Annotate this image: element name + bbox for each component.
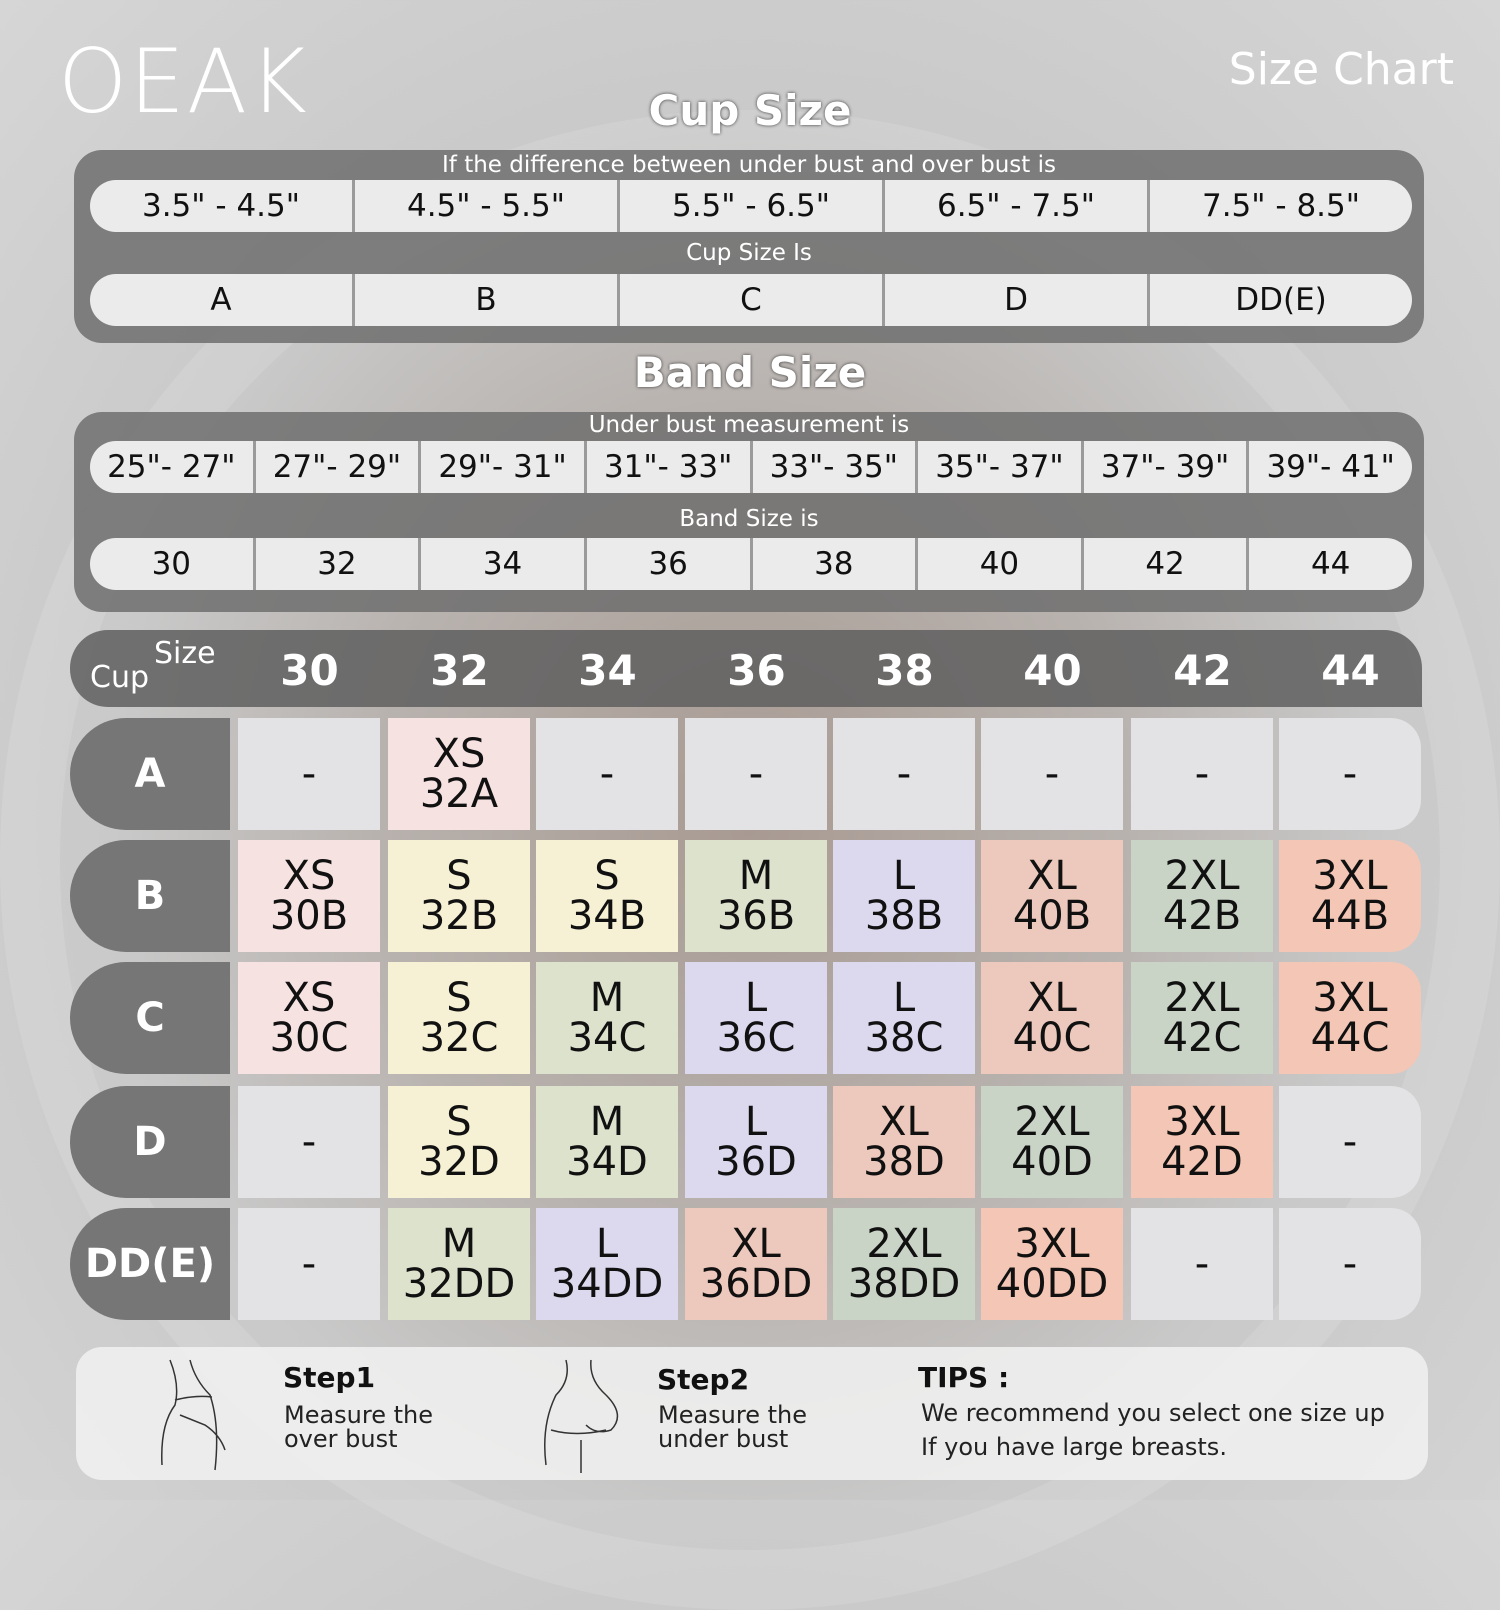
size-letter: -: [301, 1241, 317, 1287]
size-cell: [981, 718, 1123, 830]
band-number-cell: 44: [1310, 546, 1351, 582]
size-letter: L: [892, 975, 916, 1021]
tips-line-1: We recommend you select one size up: [921, 1399, 1385, 1427]
band-number-row: [90, 538, 1412, 590]
size-letter: L: [744, 1099, 768, 1145]
cup-letter-cell: B: [355, 274, 620, 326]
size-letter: S: [446, 975, 472, 1021]
step1-title: Step1: [283, 1361, 376, 1394]
band-range-cell: 25"- 27": [90, 441, 256, 493]
brand-logo: OEAK: [58, 30, 309, 133]
size-cell: [1131, 1208, 1273, 1320]
table-row: [70, 1208, 1422, 1320]
cup-letter-cell: A: [90, 274, 355, 326]
size-cell: [981, 1208, 1123, 1320]
size-cell: [833, 962, 975, 1074]
band-range-row: [90, 441, 1412, 493]
band-range-cell: 35"- 37": [918, 441, 1084, 493]
size-letter: M: [589, 975, 625, 1021]
band-caption: Under bust measurement is: [588, 412, 910, 438]
bra-size: 38DD: [847, 1261, 961, 1307]
size-cell: [833, 840, 975, 952]
band-number-cell: 40: [918, 538, 1084, 590]
bra-size: 34DD: [550, 1261, 664, 1307]
cup-range-cell: 3.5" - 4.5": [90, 180, 355, 232]
cup-range-cell: 6.5" - 7.5": [885, 180, 1150, 232]
size-letter: -: [1342, 751, 1358, 797]
size-cell: [1131, 1086, 1273, 1198]
size-letter: M: [738, 853, 774, 899]
size-cell: [1279, 718, 1421, 830]
band-range-cell: 39"- 41": [1266, 449, 1395, 485]
size-cell: [685, 1086, 827, 1198]
size-letter: XL: [879, 1099, 929, 1145]
size-cell: [238, 718, 380, 830]
cup-letter-cell: C: [620, 274, 885, 326]
column-header: 44: [1321, 646, 1380, 695]
cup-range-cell: 5.5" - 6.5": [620, 180, 885, 232]
corner-size: Size: [154, 636, 216, 671]
column-header: 38: [875, 646, 934, 695]
size-cell: [536, 840, 678, 952]
bra-size: 40D: [1011, 1139, 1093, 1185]
size-letter: 2XL: [1014, 1099, 1090, 1145]
size-letter: M: [441, 1221, 477, 1267]
size-letter: -: [1194, 751, 1210, 797]
bra-size: 40C: [1012, 1015, 1092, 1061]
size-letter: -: [748, 751, 764, 797]
over-bust-measure-icon: [150, 1355, 245, 1473]
bra-size: 32D: [418, 1139, 500, 1185]
step2-desc: Measure the: [658, 1401, 808, 1429]
row-cup-label: A: [70, 718, 230, 830]
column-header: 36: [727, 646, 786, 695]
bra-size: 42D: [1161, 1139, 1243, 1185]
bra-size: 32B: [419, 893, 499, 939]
band-size-title: Band Size: [633, 348, 867, 397]
size-cell: [1279, 1086, 1421, 1198]
size-letter: 2XL: [866, 1221, 942, 1267]
measure-steps: [76, 1347, 1428, 1480]
size-letter: 3XL: [1164, 1099, 1240, 1145]
size-letter: -: [301, 751, 317, 797]
size-letter: -: [599, 751, 615, 797]
size-letter: XL: [1027, 975, 1077, 1021]
bra-size: 32DD: [402, 1261, 516, 1307]
band-number-cell: 38: [753, 538, 919, 590]
size-letter: XL: [1027, 853, 1077, 899]
size-letter: 3XL: [1312, 975, 1388, 1021]
row-cup-label: D: [70, 1086, 230, 1198]
bra-size: 38C: [864, 1015, 944, 1061]
band-range-cell: 37"- 39": [1084, 441, 1250, 493]
size-letter: M: [589, 1099, 625, 1145]
cup-range-cell: 4.5" - 5.5": [355, 180, 620, 232]
size-cell: [536, 718, 678, 830]
table-row: [70, 840, 1422, 952]
band-range-cell: 31"- 33": [587, 441, 753, 493]
size-cell: [536, 962, 678, 1074]
size-letter: L: [892, 853, 916, 899]
size-cell: [388, 1086, 530, 1198]
bra-size: 44B: [1310, 893, 1390, 939]
cup-letter-cell: DD(E): [1235, 282, 1327, 318]
bra-size: 44C: [1310, 1015, 1390, 1061]
row-cup-label: C: [70, 962, 230, 1074]
band-range-cell: 33"- 35": [753, 441, 919, 493]
tips-title: TIPS :: [918, 1361, 1010, 1394]
size-cell: [388, 1208, 530, 1320]
size-letter: L: [595, 1221, 619, 1267]
bra-size: 36B: [716, 893, 796, 939]
column-header: 30: [280, 646, 339, 695]
bra-size: 38D: [863, 1139, 945, 1185]
row-cup-label: B: [70, 840, 230, 952]
band-number-cell: 42: [1084, 538, 1250, 590]
step1-desc-2: over bust: [284, 1425, 398, 1453]
size-letter: XL: [731, 1221, 781, 1267]
tips-line-2: If you have large breasts.: [921, 1433, 1227, 1461]
size-letter: XS: [282, 975, 336, 1021]
size-cell: [685, 962, 827, 1074]
bra-size: 34B: [567, 893, 647, 939]
row-cup-label: DD(E): [70, 1208, 230, 1320]
size-cell: [981, 840, 1123, 952]
size-cell: [536, 1086, 678, 1198]
size-cell: [238, 1086, 380, 1198]
cup-letter-cell: D: [885, 274, 1150, 326]
table-row: [70, 1086, 1422, 1198]
size-cell: [685, 1208, 827, 1320]
size-cell: [388, 840, 530, 952]
step2-desc-2: under bust: [658, 1425, 789, 1453]
bra-size: 36D: [715, 1139, 797, 1185]
size-cell: [833, 1086, 975, 1198]
column-header: 34: [578, 646, 637, 695]
size-cell: [1279, 1208, 1421, 1320]
band-range-cell: 27"- 29": [256, 441, 422, 493]
bra-size: 32C: [419, 1015, 499, 1061]
bra-size: 40B: [1012, 893, 1092, 939]
size-letter: -: [301, 1119, 317, 1165]
bra-size: 42C: [1162, 1015, 1242, 1061]
column-header: 42: [1173, 646, 1232, 695]
bra-size: 30C: [269, 1015, 349, 1061]
size-cell: [981, 1086, 1123, 1198]
band-range-cell: 29"- 31": [421, 441, 587, 493]
size-cell: [388, 962, 530, 1074]
corner-cup: Cup: [90, 660, 150, 695]
size-letter: 2XL: [1164, 853, 1240, 899]
bra-size: 34D: [566, 1139, 648, 1185]
band-number-cell: 34: [421, 538, 587, 590]
size-letter: -: [896, 751, 912, 797]
page-title: Size Chart: [1228, 44, 1454, 95]
band-number-cell: 30: [90, 538, 256, 590]
size-letter: 3XL: [1014, 1221, 1090, 1267]
size-cell: [833, 718, 975, 830]
size-cell: [1131, 840, 1273, 952]
bra-size: 30B: [269, 893, 349, 939]
size-cell: [238, 1208, 380, 1320]
cup-letter-row: [90, 274, 1412, 326]
size-cell: [685, 718, 827, 830]
cup-range-row: [90, 180, 1412, 232]
cup-caption-2: Cup Size Is: [686, 240, 812, 266]
step1-desc: Measure the: [284, 1401, 434, 1429]
bra-size: 32A: [419, 771, 499, 817]
size-letter: S: [594, 853, 620, 899]
size-cell: [238, 962, 380, 1074]
table-row: [70, 962, 1422, 1074]
band-size-panel: [74, 412, 1424, 612]
cup-size-panel: [74, 150, 1424, 343]
size-cell: [833, 1208, 975, 1320]
cup-size-title: Cup Size: [648, 86, 852, 135]
bra-size: 36C: [716, 1015, 796, 1061]
size-letter: -: [1342, 1241, 1358, 1287]
size-cell: [1131, 962, 1273, 1074]
size-letter: XS: [282, 853, 336, 899]
size-table-header: [70, 630, 1422, 707]
band-number-cell: 32: [256, 538, 422, 590]
size-letter: -: [1194, 1241, 1210, 1287]
size-cell: [1131, 718, 1273, 830]
size-letter: L: [744, 975, 768, 1021]
column-header: 40: [1023, 646, 1082, 695]
size-cell: [536, 1208, 678, 1320]
size-letter: S: [446, 1099, 472, 1145]
size-letter: XS: [432, 731, 486, 777]
band-number-cell: 36: [587, 538, 753, 590]
size-cell: [981, 962, 1123, 1074]
cup-range-cell: 7.5" - 8.5": [1201, 188, 1360, 224]
cup-caption: If the difference between under bust and over bust is: [442, 152, 1056, 178]
bra-size: 42B: [1162, 893, 1242, 939]
bra-size: 38B: [864, 893, 944, 939]
band-caption-2: Band Size is: [679, 506, 819, 532]
size-letter: S: [446, 853, 472, 899]
bra-size: 34C: [567, 1015, 647, 1061]
size-cell: [238, 840, 380, 952]
size-letter: -: [1044, 751, 1060, 797]
table-row: [70, 718, 1422, 830]
size-cell: [685, 840, 827, 952]
size-cell: [1279, 840, 1421, 952]
size-cell: [1279, 962, 1421, 1074]
size-letter: 2XL: [1164, 975, 1240, 1021]
step2-title: Step2: [657, 1363, 750, 1396]
under-bust-measure-icon: [531, 1355, 626, 1473]
bra-size: 40DD: [995, 1261, 1109, 1307]
size-letter: -: [1342, 1119, 1358, 1165]
bra-size: 36DD: [699, 1261, 813, 1307]
column-header: 32: [430, 646, 489, 695]
size-cell: [388, 718, 530, 830]
size-letter: 3XL: [1312, 853, 1388, 899]
